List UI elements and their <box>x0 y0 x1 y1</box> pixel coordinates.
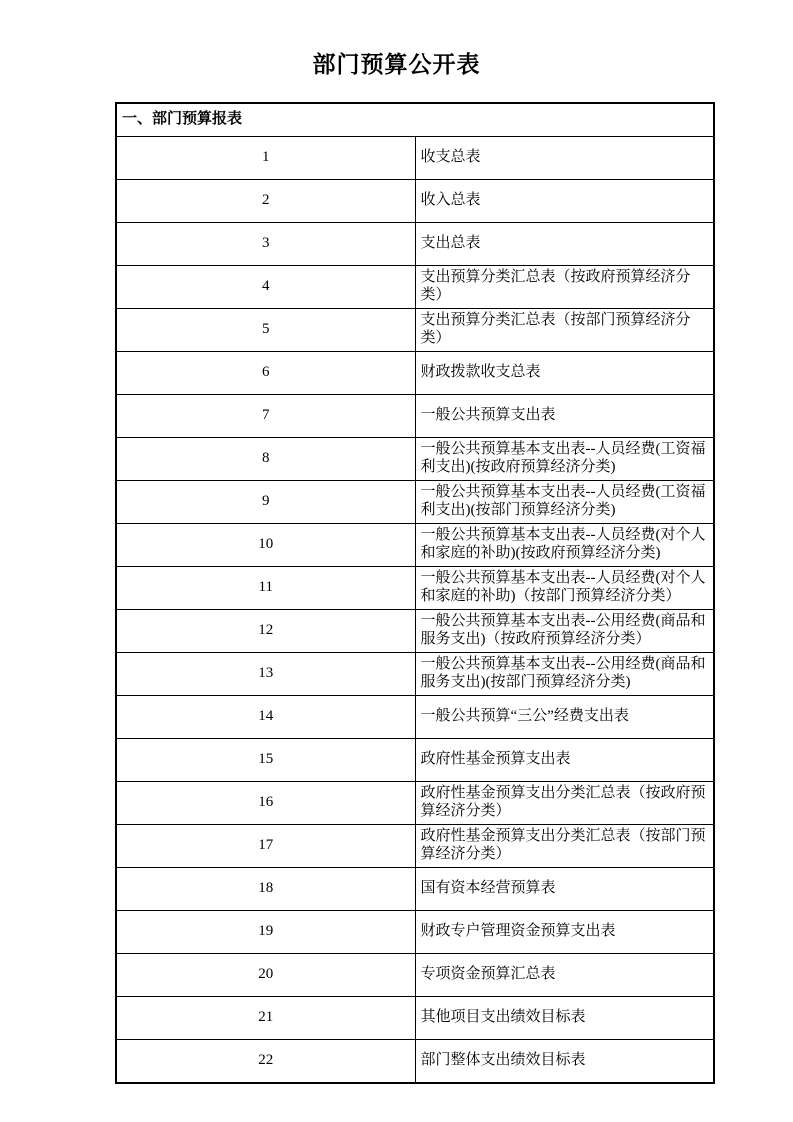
table-row <box>116 825 714 868</box>
row-number: 11 <box>116 567 415 610</box>
row-number: 6 <box>116 352 415 395</box>
table-row <box>116 868 714 911</box>
row-label: 一般公共预算支出表 <box>415 395 714 438</box>
row-label: 支出总表 <box>415 223 714 266</box>
row-number: 18 <box>116 868 415 911</box>
row-label: 收入总表 <box>415 180 714 223</box>
row-label: 政府性基金预算支出表 <box>415 739 714 782</box>
table-row <box>116 180 714 223</box>
table-row <box>116 266 714 309</box>
row-number: 22 <box>116 1040 415 1084</box>
table-row <box>116 696 714 739</box>
row-number: 17 <box>116 825 415 868</box>
table-row <box>116 739 714 782</box>
row-label: 财政专户管理资金预算支出表 <box>415 911 714 954</box>
row-label: 一般公共预算基本支出表--公用经费(商品和服务支出)(按部门预算经济分类) <box>415 653 714 696</box>
row-label: 政府性基金预算支出分类汇总表（按部门预算经济分类） <box>415 825 714 868</box>
row-number: 13 <box>116 653 415 696</box>
table-row <box>116 567 714 610</box>
row-number: 8 <box>116 438 415 481</box>
section-header-row <box>116 103 714 137</box>
row-label: 国有资本经营预算表 <box>415 868 714 911</box>
row-number: 19 <box>116 911 415 954</box>
table-row <box>116 954 714 997</box>
row-number: 14 <box>116 696 415 739</box>
table-row <box>116 223 714 266</box>
table-row <box>116 1040 714 1084</box>
table-row <box>116 137 714 180</box>
row-label: 支出预算分类汇总表（按政府预算经济分类） <box>415 266 714 309</box>
row-label: 部门整体支出绩效目标表 <box>415 1040 714 1084</box>
row-label: 支出预算分类汇总表（按部门预算经济分类） <box>415 309 714 352</box>
budget-report-table <box>115 102 715 1084</box>
row-number: 9 <box>116 481 415 524</box>
row-number: 5 <box>116 309 415 352</box>
table-row <box>116 524 714 567</box>
table-row <box>116 782 714 825</box>
row-number: 3 <box>116 223 415 266</box>
table-row <box>116 997 714 1040</box>
row-number: 10 <box>116 524 415 567</box>
row-label: 政府性基金预算支出分类汇总表（按政府预算经济分类） <box>415 782 714 825</box>
row-label: 一般公共预算基本支出表--人员经费(工资福利支出)(按政府预算经济分类) <box>415 438 714 481</box>
row-label: 专项资金预算汇总表 <box>415 954 714 997</box>
row-number: 20 <box>116 954 415 997</box>
report-table-body <box>116 137 714 1084</box>
row-number: 12 <box>116 610 415 653</box>
table-row <box>116 911 714 954</box>
row-number: 7 <box>116 395 415 438</box>
row-number: 1 <box>116 137 415 180</box>
table-row <box>116 610 714 653</box>
row-number: 21 <box>116 997 415 1040</box>
page-title: 部门预算公开表 <box>312 52 481 77</box>
table-row <box>116 481 714 524</box>
section-header: 一、部门预算报表 <box>116 103 714 137</box>
table-row <box>116 395 714 438</box>
table-row <box>116 352 714 395</box>
row-label: 一般公共预算基本支出表--公用经费(商品和服务支出)（按政府预算经济分类） <box>415 610 714 653</box>
table-row <box>116 653 714 696</box>
row-number: 16 <box>116 782 415 825</box>
row-label: 收支总表 <box>415 137 714 180</box>
table-row <box>116 309 714 352</box>
table-row <box>116 438 714 481</box>
row-label: 一般公共预算基本支出表--人员经费(工资福利支出)(按部门预算经济分类) <box>415 481 714 524</box>
row-label: 其他项目支出绩效目标表 <box>415 997 714 1040</box>
row-number: 15 <box>116 739 415 782</box>
row-number: 2 <box>116 180 415 223</box>
row-label: 一般公共预算“三公”经费支出表 <box>415 696 714 739</box>
row-label: 一般公共预算基本支出表--人员经费(对个人和家庭的补助)(按政府预算经济分类) <box>415 524 714 567</box>
row-label: 一般公共预算基本支出表--人员经费(对个人和家庭的补助)（按部门预算经济分类） <box>415 567 714 610</box>
row-label: 财政拨款收支总表 <box>415 352 714 395</box>
row-number: 4 <box>116 266 415 309</box>
